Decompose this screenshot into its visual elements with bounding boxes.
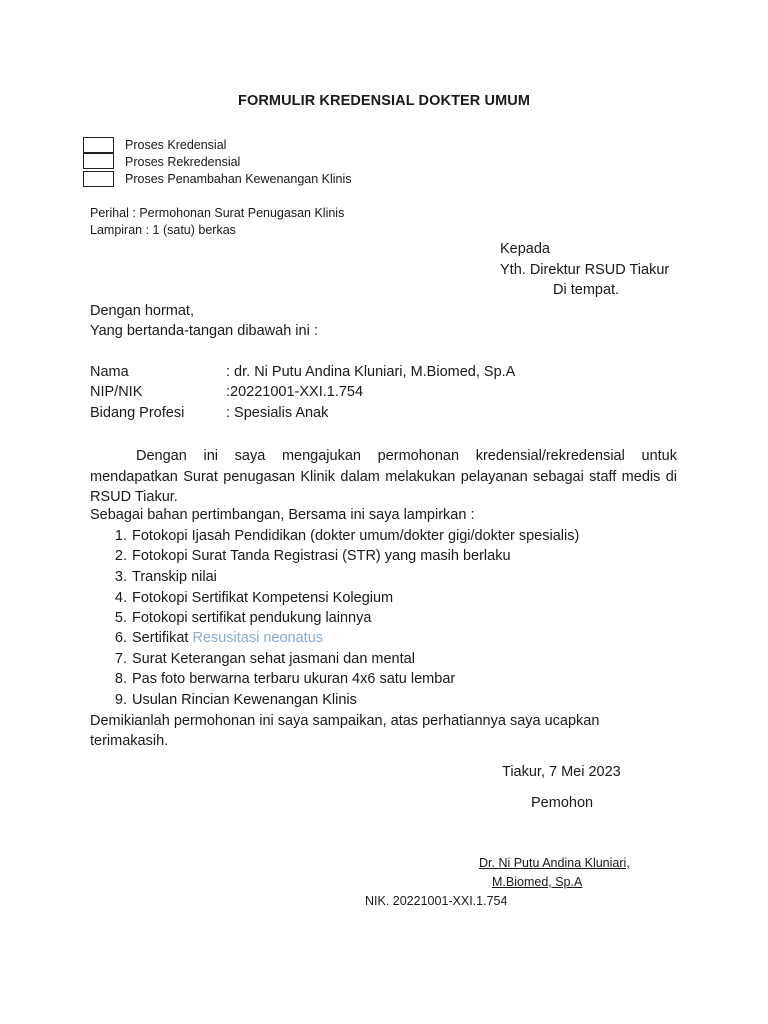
lampiran-line: Lampiran : 1 (satu) berkas: [90, 223, 236, 237]
place-date: Tiakur, 7 Mei 2023: [502, 764, 621, 780]
attachments-intro: Sebagai bahan pertimbangan, Bersama ini saya lampirkan :: [90, 507, 475, 523]
resusitasi-neonatus-link[interactable]: Resusitasi neonatus: [192, 630, 324, 646]
document-title: FORMULIR KREDENSIAL DOKTER UMUM: [237, 93, 531, 109]
field-label-bidang: Bidang Profesi: [90, 405, 185, 421]
intro-line: Yang bertanda-tangan dibawah ini :: [90, 323, 318, 339]
checkbox-label-penambahan-kewenangan: Proses Penambahan Kewenangan Klinis: [125, 172, 352, 186]
list-item: 7. Surat Keterangan sehat jasmani dan mental: [114, 651, 415, 667]
list-item: 9. Usulan Rincian Kewenangan Klinis: [114, 692, 357, 708]
recipient-ditempat: Di tempat.: [553, 282, 620, 298]
checkbox-proses-rekredensial[interactable]: [83, 153, 114, 169]
list-item: 3. Transkip nilai: [114, 569, 217, 585]
signer-name-line-1: Dr. Ni Putu Andina Kluniari,: [479, 856, 630, 870]
applicant-role: Pemohon: [531, 795, 594, 811]
checkbox-proses-kredensial[interactable]: [83, 137, 114, 153]
greeting: Dengan hormat,: [90, 303, 194, 319]
body-paragraph: Dengan ini saya mengajukan permohonan kredensial/rekredensial untuk mendapatkan Surat penugasan Klinik dalam melakukan pelayanan sebagai staff medis di RSUD Tiakur.: [90, 448, 677, 505]
list-item: 4. Fotokopi Sertifikat Kompetensi Kolegium: [114, 590, 394, 606]
recipient-direktur: Yth. Direktur RSUD Tiakur: [500, 262, 670, 278]
checkbox-proses-penambahan-kewenangan[interactable]: [83, 171, 114, 187]
signer-nik: NIK. 20221001-XXI.1.754: [365, 894, 508, 908]
closing-line-2: terimakasih.: [90, 733, 169, 749]
checkbox-label-rekredensial: Proses Rekredensial: [125, 155, 241, 169]
list-item: 1. Fotokopi Ijasah Pendidikan (dokter umum/dokter gigi/dokter spesialis): [114, 528, 580, 544]
closing-line-1: Demikianlah permohonan ini saya sampaikan, atas perhatiannya saya ucapkan: [90, 713, 600, 729]
recipient-kepada: Kepada: [500, 241, 550, 257]
signer-name-line-2: M.Biomed, Sp.A: [492, 875, 583, 889]
list-item: 2. Fotokopi Surat Tanda Registrasi (STR) yang masih berlaku: [114, 548, 511, 564]
field-value-nama: : dr. Ni Putu Andina Kluniari, M.Biomed, Sp.A: [226, 364, 516, 380]
checkbox-label-kredensial: Proses Kredensial: [125, 138, 227, 152]
perihal-line: Perihal : Permohonan Surat Penugasan Klinis: [90, 206, 345, 220]
field-label-nama: Nama: [90, 364, 129, 380]
list-item: 5. Fotokopi sertifikat pendukung lainnya: [114, 610, 372, 626]
field-value-bidang: : Spesialis Anak: [226, 405, 329, 421]
field-value-nip: :20221001-XXI.1.754: [226, 384, 364, 400]
field-label-nip: NIP/NIK: [90, 384, 143, 400]
list-item: 6. Sertifikat Resusitasi neonatus: [114, 630, 324, 646]
list-item: 8. Pas foto berwarna terbaru ukuran 4x6 satu lembar: [114, 671, 456, 687]
